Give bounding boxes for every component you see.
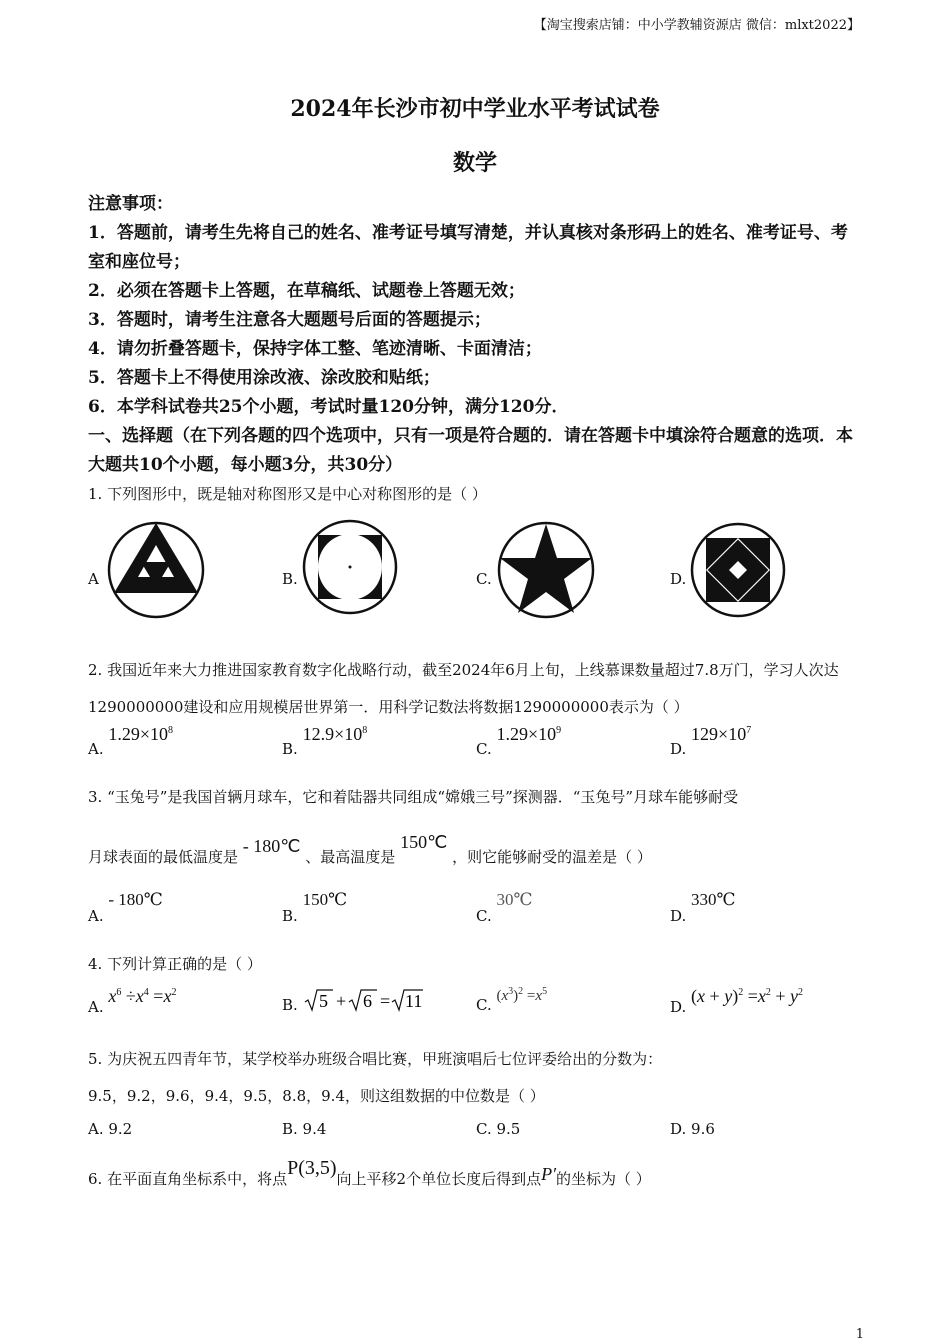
section-heading: 一、选择题（在下列各题的四个选项中，只有一项是符合题的．请在答题卡中填涂符合题意的选项．本大题共10个小题，每小题3分，共30分） (88, 426, 853, 475)
question-2-options (88, 724, 864, 764)
note-item: 6．本学科试卷共25个小题，考试时量120分钟，满分120分． (88, 397, 569, 417)
point-p: P(3,5) (287, 1157, 337, 1179)
text: 向上平移2个单位长度后得到点 (336, 1170, 542, 1188)
circle-triangle-figure (106, 515, 206, 620)
square-circle-figure (300, 515, 400, 620)
option-exponent: 8 (362, 725, 368, 736)
option-a[interactable]: A. $x^6 \div x^4 =x^2$ (88, 986, 177, 1016)
option-label: D. (670, 740, 687, 758)
option-d[interactable] (670, 890, 736, 925)
sqrt-expression (303, 986, 423, 1014)
diamond-square-figure (688, 515, 788, 620)
note-item: 1．答题前，请考生先将自己的姓名、准考证号填写清楚，并认真核对条形码上的姓名、准考证号、考室和座位号； (88, 223, 848, 272)
option-base: ×10 (718, 724, 747, 744)
option-b[interactable] (282, 890, 348, 925)
option-base: ×10 (528, 724, 557, 744)
question-1-stem: 1. 下列图形中，既是轴对称图形又是中心对称图形的是（ ） (88, 485, 487, 503)
svg-text:+: + (335, 991, 346, 1011)
question-2-stem: 2. 我国近年来大力推进国家教育数字化战略行动，截至2024年6月上旬，上线慕课数量超过7.8万门，学习人次达1290000000建设和应用规模居世界第一．用科学记数法将数据1290000000表示为（ ） (88, 661, 839, 716)
svg-text:11: 11 (404, 991, 422, 1011)
option-a[interactable]: A. 9.2 (88, 1120, 133, 1138)
option-exponent: 9 (556, 725, 562, 736)
text: 、最高温度是 (305, 848, 396, 866)
svg-text:=: = (379, 991, 390, 1011)
option-label: B. (282, 740, 298, 758)
text: ，则它能够耐受的温差是（ ） (452, 848, 652, 866)
text: 月球表面的最低温度是 (88, 848, 239, 866)
option-value: 1.29 (496, 724, 528, 744)
option-b[interactable]: B. 9.4 (282, 1120, 327, 1138)
option-value: - 180℃ (108, 890, 163, 909)
note-item: 3．答题时，请考生注意各大题题号后面的答题提示； (88, 310, 491, 330)
text: 的坐标为（ ） (556, 1170, 651, 1188)
question-5-line1: 5. 为庆祝五四青年节，某学校举办班级合唱比赛，甲班演唱后七位评委给出的分数为： (88, 1050, 663, 1068)
svg-text:6: 6 (362, 991, 372, 1011)
option-c[interactable] (476, 724, 562, 758)
question-3-line2 (88, 832, 864, 867)
question-5-options (88, 1120, 864, 1160)
notes-heading: 注意事项： (88, 194, 173, 214)
note-item: 5．答题卡上不得使用涂改液、涂改胶和贴纸； (88, 368, 440, 388)
option-d[interactable]: D. 9.6 (670, 1120, 715, 1138)
option-label: D. (670, 907, 687, 925)
notes-section (88, 190, 864, 480)
high-temperature: 150℃ (400, 832, 448, 852)
option-a[interactable] (88, 724, 174, 758)
option-exponent: 7 (746, 725, 752, 736)
text: 6. 在平面直角坐标系中，将点 (88, 1170, 288, 1188)
option-value: 129 (691, 724, 719, 744)
note-item: 2．必须在答题卡上答题，在草稿纸、试题卷上答题无效； (88, 281, 525, 301)
low-temperature: - 180℃ (242, 836, 301, 856)
option-b[interactable] (282, 986, 423, 1014)
exam-subject: 数学 (452, 150, 497, 176)
option-label: A. (88, 998, 104, 1016)
option-label: D. (670, 998, 687, 1016)
option-d[interactable]: D. $(x + y)^2 =x^2 + y^2$ (670, 986, 804, 1016)
option-c[interactable]: C. 9.5 (476, 1120, 521, 1138)
option-label: A. (88, 740, 104, 758)
option-label: B. (282, 907, 298, 925)
option-value: 1.29 (108, 724, 140, 744)
star-figure (496, 515, 596, 620)
option-c[interactable] (476, 890, 533, 925)
header-watermark: 【淘宝搜索店铺：中小学教辅资源店 微信：mlxt2022】 (533, 18, 860, 33)
option-a[interactable] (88, 890, 163, 925)
option-label: C. (476, 996, 492, 1014)
option-value: 150℃ (302, 890, 348, 909)
option-label: B. (282, 996, 298, 1014)
question-4-options (88, 986, 864, 1026)
question-4-stem: 4. 下列计算正确的是（ ） (88, 955, 262, 973)
question-1-figures (88, 515, 864, 625)
option-label: A. (88, 907, 104, 925)
option-label: C. (476, 907, 492, 925)
page-number: 1 (855, 1327, 864, 1342)
option-label: C. (476, 570, 492, 588)
option-b[interactable] (282, 724, 368, 758)
option-d[interactable] (670, 724, 752, 758)
question-5-line2: 9.5，9.2，9.6，9.4，9.5，8.8，9.4，则这组数据的中位数是（ ） (88, 1087, 545, 1105)
option-label: D. (670, 570, 687, 588)
option-label: C. (476, 740, 492, 758)
exam-title: 2024年长沙市初中学业水平考试试卷 (290, 96, 660, 122)
option-exponent: 8 (168, 725, 174, 736)
option-base: ×10 (139, 724, 169, 744)
note-item: 4．请勿折叠答题卡，保持字体工整、笔迹清晰、卡面清洁； (88, 339, 542, 359)
point-p-prime: P′ (541, 1164, 557, 1184)
option-value: 12.9 (302, 724, 335, 744)
option-value: 330℃ (691, 890, 736, 909)
option-base: ×10 (334, 724, 363, 744)
option-value: 30℃ (496, 890, 533, 909)
question-3-options (88, 890, 864, 930)
option-label: A (88, 570, 99, 588)
option-label: B. (282, 570, 298, 588)
question-3-line1: 3. “玉兔号”是我国首辆月球车，它和着陆器共同组成“嫦娥三号”探测器．“玉兔号”月球车能够耐受 (88, 788, 739, 806)
option-c[interactable]: C. $(x^3)^2 =x^5$ (476, 986, 548, 1014)
question-6-stem (88, 1157, 864, 1190)
svg-text:5: 5 (318, 991, 328, 1011)
